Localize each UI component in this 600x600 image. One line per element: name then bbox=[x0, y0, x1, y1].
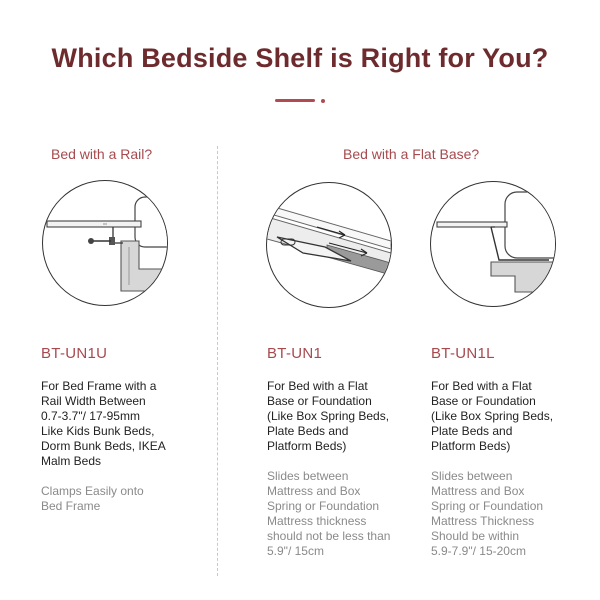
description-line: Plate Beds and bbox=[267, 424, 349, 438]
note-line: Spring or Foundation bbox=[267, 499, 380, 513]
product-description-bt-un1l bbox=[431, 379, 600, 454]
description-line: For Bed with a Flat bbox=[267, 379, 368, 393]
description-line: For Bed with a Flat bbox=[431, 379, 532, 393]
note-line: 5.9"/ 15cm bbox=[267, 544, 324, 558]
description-line: (Like Box Spring Beds, bbox=[431, 409, 554, 423]
note-line: Bed Frame bbox=[41, 499, 101, 513]
description-line: Platform Beds) bbox=[431, 439, 511, 453]
section-heading-rail: Bed with a Rail? bbox=[51, 146, 153, 162]
page-title: Which Bedside Shelf is Right for You? bbox=[51, 43, 549, 73]
description-line: Base or Foundation bbox=[431, 394, 536, 408]
product-model-bt-un1u: BT-UN1U bbox=[41, 345, 108, 362]
description-line: Like Kids Bunk Beds, bbox=[41, 424, 155, 438]
note-line: 5.9-7.9"/ 15-20cm bbox=[431, 544, 526, 558]
note-line: Mattress and Box bbox=[267, 484, 361, 498]
description-line: Platform Beds) bbox=[267, 439, 347, 453]
note-line: Mattress and Box bbox=[431, 484, 525, 498]
note-line: Mattress Thickness bbox=[431, 514, 535, 528]
description-line: For Bed Frame with a bbox=[41, 379, 157, 393]
product-model-bt-un1l: BT-UN1L bbox=[431, 345, 495, 362]
description-line: Plate Beds and bbox=[431, 424, 513, 438]
product-note-bt-un1 bbox=[267, 469, 437, 559]
note-line: Slides between bbox=[267, 469, 349, 483]
note-line: Clamps Easily onto bbox=[41, 484, 144, 498]
l-bracket-shelf-icon bbox=[430, 181, 556, 307]
slide-in-tray-shelf-icon bbox=[266, 182, 392, 308]
product-description-bt-un1u bbox=[41, 379, 211, 469]
rail-clamp-shelf-icon bbox=[42, 180, 168, 306]
description-line: 0.7-3.7"/ 17-95mm bbox=[41, 409, 140, 423]
description-line: Malm Beds bbox=[41, 454, 102, 468]
note-line: Should be within bbox=[431, 529, 520, 543]
note-line: Spring or Foundation bbox=[431, 499, 544, 513]
product-note-bt-un1u bbox=[41, 484, 211, 514]
column-divider bbox=[217, 146, 218, 576]
section-heading-flat-base: Bed with a Flat Base? bbox=[343, 146, 480, 162]
title-underline-dot bbox=[321, 99, 325, 103]
product-note-bt-un1l bbox=[431, 469, 600, 559]
note-line: Mattress thickness bbox=[267, 514, 367, 528]
product-description-bt-un1 bbox=[267, 379, 437, 454]
description-line: (Like Box Spring Beds, bbox=[267, 409, 390, 423]
description-line: Rail Width Between bbox=[41, 394, 146, 408]
note-line: Slides between bbox=[431, 469, 513, 483]
description-line: Dorm Bunk Beds, IKEA bbox=[41, 439, 166, 453]
note-line: should not be less than bbox=[267, 529, 391, 543]
description-line: Base or Foundation bbox=[267, 394, 372, 408]
title-underline bbox=[275, 99, 315, 102]
product-model-bt-un1: BT-UN1 bbox=[267, 345, 323, 362]
